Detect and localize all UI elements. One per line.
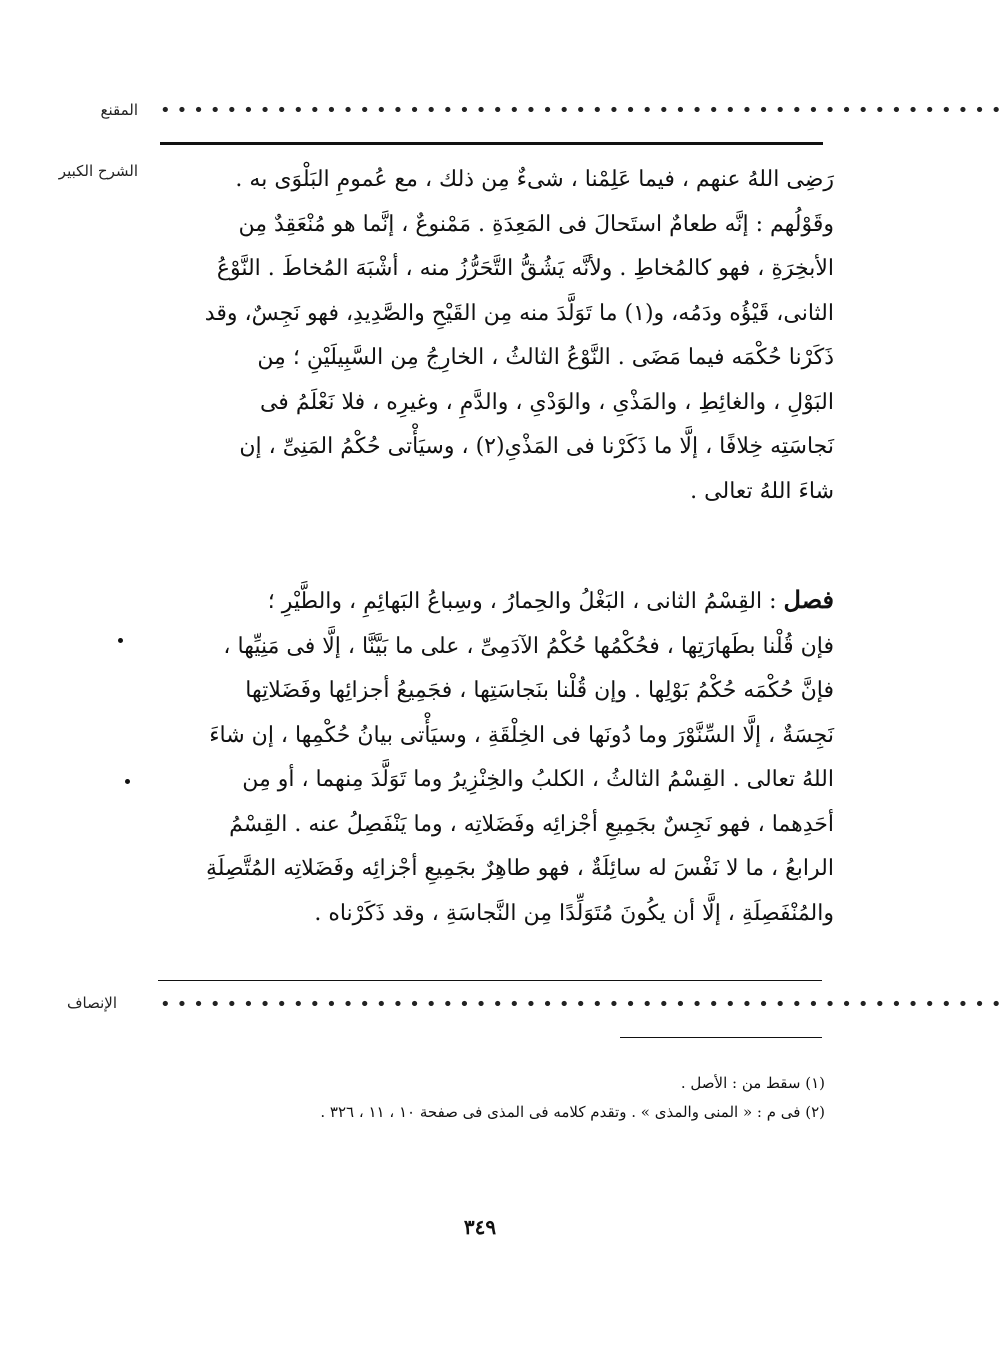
text-line: نَجاسَتِه خِلافًا ، إلَّا ما ذَكَرْنا فى المَذْىِ(٢) ، وسيَأْتى حُكْمُ المَنِىِّ ، إن <box>239 434 834 459</box>
insaf-dots: ••••••••••••••••••••••••••••••••••••••••••••••••••• <box>160 994 1007 1015</box>
text-line: الرابعُ ، ما لا نَفْسَ له سائِلَةٌ ، فهو طاهِرٌ بجَمِيعِ أجْزائِه وفَضَلاتِه المُتَّصِلَةِ <box>205 856 834 881</box>
text-line: شاءَ اللهُ تعالى . <box>690 478 834 504</box>
text-line: البَوْلِ ، والغائِطِ ، والمَذْىِ ، والوَدْىِ ، والدَّمِ ، وغيرِه ، فلا نَعْلَمُ فى <box>259 389 834 415</box>
sharh-label: الشرح الكبير <box>58 162 138 180</box>
text-line: فإنَّ حُكْمَه حُكْمُ بَوْلِها . وإن قُلْنا بنَجاسَتِها ، فجَمِيعُ أجزائِها وفَضَلاتِها <box>245 678 834 703</box>
footnote-2: (٢) فى م : « المنى والمذى » . وتقدم كلامه فى المذى فى صفحة ١٠ ، ١١ ، ٣٢٦ . <box>320 1103 825 1121</box>
page-number: ٣٤٩ <box>463 1215 497 1239</box>
text-line: والمُنْفَصِلَةِ ، إلَّا أن يكُونَ مُتَوَلِّدًا مِن النَّجاسَةِ ، وقد ذَكَرْناه . <box>314 900 834 926</box>
text-line: ذَكَرْنا حُكْمَه فيما مَضَى . النَّوْعُ الثالثُ ، الخارِجُ مِن السَّبِيلَيْنِ ؛ مِن <box>257 345 834 370</box>
text-line: وقَوْلُهم : إنَّه طعامٌ استَحالَ فى المَعِدَةِ . مَمْنوعٌ ، إنَّما هو مُنْعَقِدٌ مِن <box>238 211 834 237</box>
margin-dot <box>118 638 123 643</box>
text-line <box>158 578 834 625</box>
insaf-label: الإنصاف <box>66 994 117 1012</box>
header-dots: ••••••••••••••••••••••••••••••••••••••••••••••••••• <box>160 100 1007 121</box>
header-rule <box>160 142 823 145</box>
text-line: الثانى، قَيْؤُه ودَمُه، و(١) ما تَوَلَّدَ منه مِن القَيْحِ والصَّدِيدِ، فهو نَجِسٌ، وقد <box>204 300 834 326</box>
insaf-rule <box>158 980 822 981</box>
footnote-1: (١) سقط من : الأصل . <box>680 1074 825 1092</box>
header-label: المقنع <box>100 101 138 119</box>
text-line: اللهُ تعالى . القِسْمُ الثالثُ ، الكلبُ والخِنْزِيرُ وما تَوَلَّدَ مِنهما ، أو مِن <box>242 767 834 792</box>
text-line: نَجِسَةٌ ، إلَّا السِّنَّوْرَ وما دُونَها فى الخِلْقَةِ ، وسيَأْتى بيانُ حُكْمِها ، إن شاءَ <box>209 722 834 748</box>
paragraph-2 <box>158 578 834 936</box>
section-heading-rest: : القِسْمُ الثانى ، البَغْلُ والحِمارُ ، وسِباعُ البَهائِمِ ، والطَّيْرِ ؛ <box>267 589 777 614</box>
text-line: الأبخِرَةِ ، فهو كالمُخاطِ . ولأنَّه يَشُقُّ التَّحَرُّزُ منه ، أشْبَهَ المُخاطَ . النَّوْعُ <box>216 256 834 281</box>
footnote-rule <box>620 1037 822 1038</box>
paragraph-1 <box>158 158 834 514</box>
section-heading: فصل <box>783 585 834 614</box>
text-line: أحَدِهما ، فهو نَجِسٌ بجَمِيعِ أجْزائِه وفَضَلاتِه ، وما يَنْفَصِلُ عنه . القِسْمُ <box>229 811 834 837</box>
text-line: فإن قُلْنا بطَهارَتِها ، فحُكْمُها حُكْمُ الآدَمِىِّ ، على ما بَيَّنَّا ، إلَّا فى مَنِيِّها ، <box>223 633 834 659</box>
text-line: رَضِى اللهُ عنهم ، فيما عَلِمْنا ، شىءٌ مِن ذلك ، مع عُمومِ البَلْوَى به . <box>235 167 834 192</box>
margin-dot <box>125 779 130 784</box>
